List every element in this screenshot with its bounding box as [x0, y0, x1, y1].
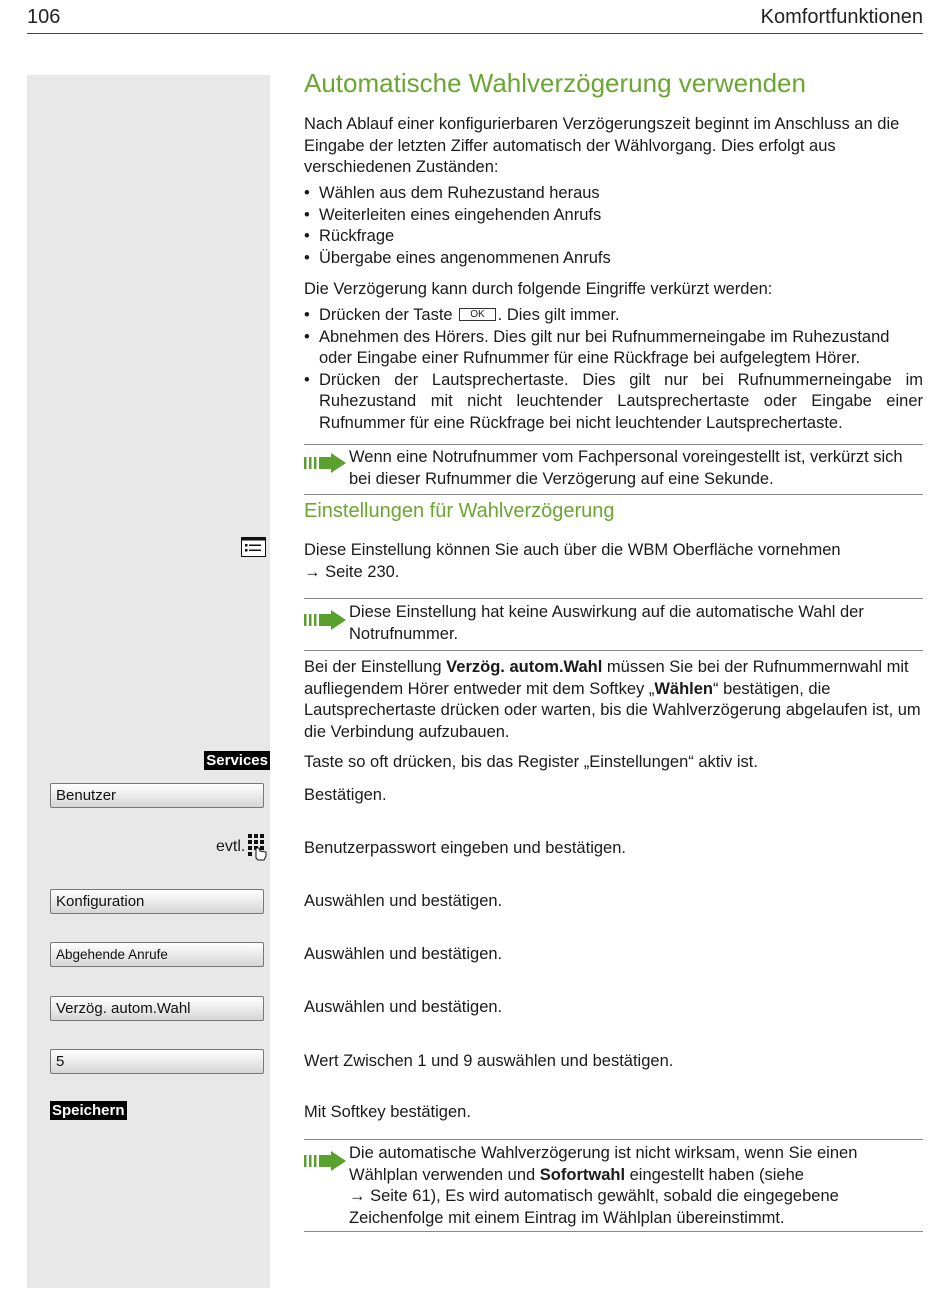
note-arrow-icon — [304, 1151, 346, 1171]
speichern-key-label: Speichern — [52, 1102, 125, 1119]
step-text: Taste so oft drücken, bis das Register „Einstellungen“ aktiv ist. — [304, 753, 758, 771]
note-page-link[interactable]: → Seite 61), Es wird automatisch gewählt, sobald die eingegebene Zeichenfolge mit einem Eintrag im Wählplan übereinstimmt. — [349, 1187, 839, 1227]
section-subtitle: Einstellungen für Wahlverzögerung — [304, 500, 615, 522]
page-number: 106 — [27, 6, 61, 28]
page-title: Automatische Wahlverzögerung verwenden — [304, 68, 806, 98]
setting-name: Verzög. autom.Wahl — [446, 658, 603, 676]
verzoeg-autom-wahl-button[interactable]: Verzög. autom.Wahl — [50, 996, 264, 1021]
note-text: Diese Einstellung hat keine Auswirkung auf die automatische Wahl der Notrufnummer. — [349, 603, 864, 643]
step-text: Benutzerpasswort eingeben und bestätigen. — [304, 839, 626, 857]
wbm-text: Diese Einstellung können Sie auch über die WBM Oberfläche vornehmen — [304, 541, 841, 559]
list-item: • Drücken der Lautsprechertaste. Dies gilt nur bei Rufnummerneingabe im Ruhezustand mit nicht leuchtender Lautsprechertaste oder Eingabe einer Rufnummer für eine Rückfrage bei nicht leuchtender Lautsprechertaste. — [304, 370, 923, 435]
shorten-intro: Die Verzögerung kann durch folgende Eingriffe verkürzt werden: — [304, 280, 773, 298]
wbm-paragraph — [304, 540, 923, 583]
list-item: • Rückfrage — [304, 226, 923, 248]
paragraph-text: Bei der Einstellung — [304, 658, 447, 676]
step-text: Mit Softkey bestätigen. — [304, 1103, 471, 1121]
header-divider — [27, 33, 923, 34]
ok-key: OK — [459, 308, 495, 321]
list-item-text: . Dies gilt immer. — [497, 306, 620, 324]
list-item: • Übergabe eines angenommenen Anrufs — [304, 248, 923, 270]
setting-name: Sofortwahl — [539, 1165, 626, 1184]
list-item-text: Drücken der Taste — [319, 306, 453, 324]
list-item: • Wählen aus dem Ruhezustand heraus — [304, 183, 923, 205]
note-divider — [304, 598, 923, 599]
section-title: Komfortfunktionen — [760, 6, 923, 28]
note-text — [349, 1143, 923, 1229]
note-divider — [304, 650, 923, 651]
setting-paragraph — [304, 657, 923, 743]
abgehende-anrufe-button[interactable]: Abgehende Anrufe — [50, 942, 264, 967]
step-text: Auswählen und bestätigen. — [304, 892, 503, 910]
softkey-name: Wählen — [654, 679, 713, 698]
wbm-page-link[interactable]: → Seite 230. — [304, 562, 400, 581]
note-arrow-icon — [304, 453, 346, 473]
step-text: Bestätigen. — [304, 786, 387, 804]
step-text: Auswählen und bestätigen. — [304, 945, 503, 963]
keypad-icon — [247, 834, 268, 862]
speichern-key[interactable] — [50, 1102, 127, 1120]
note-divider — [304, 1139, 923, 1140]
evtl-label: evtl. — [216, 838, 246, 855]
paragraph-text: “ bestätigen, die Lautsprechertaste drücken oder warten, bis die Wahlverzögerung abgelaufen ist, um die Verbindung aufzubauen. — [304, 679, 921, 741]
services-key-label: Services — [206, 752, 268, 769]
konfiguration-button[interactable]: Konfiguration — [50, 889, 264, 914]
note-text-part: eingestellt haben (siehe — [625, 1165, 804, 1184]
list-item — [304, 305, 923, 327]
services-key[interactable] — [204, 752, 270, 770]
shorten-list — [304, 305, 923, 434]
intro-paragraph: Nach Ablauf einer konfigurierbaren Verzögerungszeit beginnt im Anschluss an die Eingabe der letzten Ziffer automatisch der Wählvorgang. Dies erfolgt aus verschiedenen Zuständen: — [304, 115, 900, 176]
note-divider — [304, 494, 923, 495]
note-divider — [304, 444, 923, 445]
note-divider — [304, 1231, 923, 1232]
benutzer-button[interactable]: Benutzer — [50, 783, 264, 808]
settings-menu-icon — [241, 537, 266, 557]
list-item: • Weiterleiten eines eingehenden Anrufs — [304, 205, 923, 227]
states-list — [304, 183, 923, 269]
paragraph-text: müssen Sie bei der Rufnummernwahl mit aufliegendem Hörer entweder mit dem Softkey „ — [304, 658, 909, 698]
step-text: Auswählen und bestätigen. — [304, 998, 503, 1016]
note-text: Wenn eine Notrufnummer vom Fachpersonal voreingestellt ist, verkürzt sich bei dieser Rufnummer die Verzögerung auf eine Sekunde. — [349, 448, 903, 488]
value-field[interactable]: 5 — [50, 1049, 264, 1074]
list-item: • Abnehmen des Hörers. Dies gilt nur bei Rufnummerneingabe im Ruhezustand oder Eingabe einer Rufnummer für eine Rückfrage bei aufgelegtem Hörer. — [304, 327, 923, 370]
note-text-part: Die automatische Wahlverzögerung ist nicht wirksam, wenn Sie einen Wählplan verwenden und — [349, 1144, 858, 1184]
note-arrow-icon — [304, 610, 346, 630]
step-text: Wert Zwischen 1 und 9 auswählen und bestätigen. — [304, 1052, 674, 1070]
